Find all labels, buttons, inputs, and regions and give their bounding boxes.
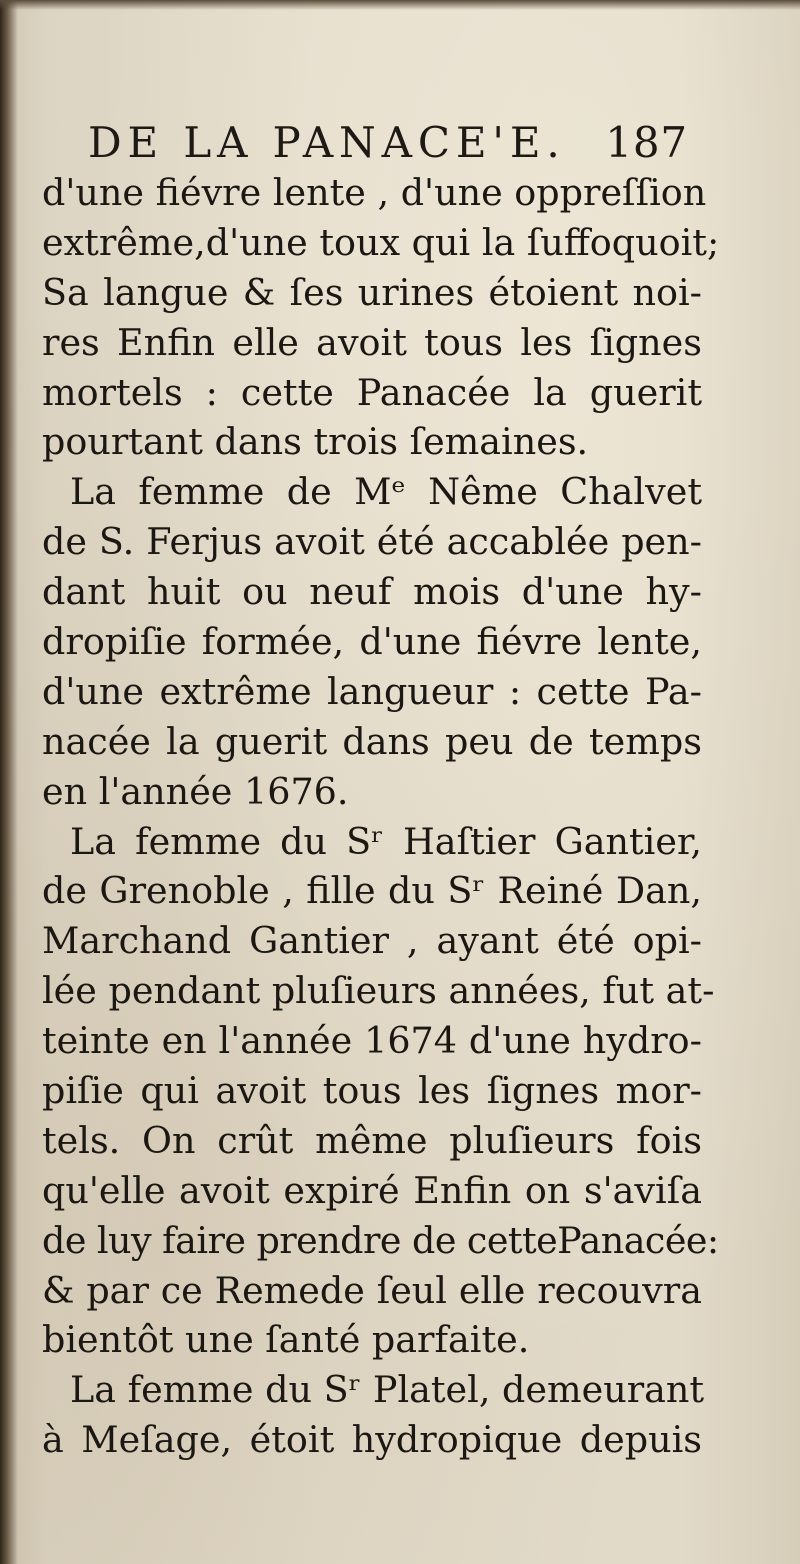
text-line: lée pendant pluſieurs années, fut at- (42, 969, 715, 1013)
paragraph-start-line: La femme du Sʳ Haſtier Gantier, (70, 819, 702, 863)
body-text (42, 168, 720, 1465)
text-line: de Grenoble , fille du Sʳ Reiné Dan, (42, 869, 702, 913)
text-line: extrême,d'une toux qui la ſuffoquoit; (42, 220, 720, 264)
text-line: en l'année 1676. (42, 769, 349, 813)
text-line: Sa langue & ſes urines étoient noi- (42, 270, 702, 314)
page-number: 187 (605, 118, 688, 167)
text-line: d'une extrême langueur : cette Pa- (42, 669, 702, 713)
text-line: de S. Ferjus avoit été accablée pen- (42, 520, 702, 564)
text-line: nacée la guerit dans peu de temps (42, 719, 702, 763)
text-line: teinte en l'année 1674 d'une hydro- (42, 1019, 702, 1063)
text-line: qu'elle avoit expiré Enfin on s'aviſa (42, 1168, 702, 1212)
text-line: bientôt une ſanté parfaite. (42, 1318, 530, 1362)
paragraph-start-line: La femme de Mᵉ Nême Chalvet (70, 470, 702, 514)
text-line: dant huit ou neuf mois d'une hy- (42, 570, 702, 614)
text-line: dropiſie formée, d'une fiévre lente, (42, 620, 702, 664)
text-line: de luy faire prendre de cettePanacée: (42, 1218, 719, 1262)
text-line: & par ce Remede ſeul elle recouvra (42, 1268, 702, 1312)
paragraph-start-line: La femme du Sʳ Platel, demeurant (70, 1368, 705, 1412)
text-line: mortels : cette Panacée la guerit (42, 370, 702, 414)
running-title: DE LA PANACE'E. (88, 118, 566, 167)
text-line: pourtant dans trois ſemaines. (42, 420, 589, 464)
text-line: piſie qui avoit tous les ſignes mor- (42, 1069, 702, 1113)
text-line: tels. On crût même pluſieurs fois (42, 1118, 702, 1162)
text-line: res Enfin elle avoit tous les ſignes (42, 320, 702, 364)
text-line: à Meſage, étoit hydropique depuis (42, 1418, 702, 1462)
text-line: Marchand Gantier , ayant été opi- (42, 919, 702, 963)
text-line: d'une fiévre lente , d'une oppreſſion (42, 171, 707, 214)
